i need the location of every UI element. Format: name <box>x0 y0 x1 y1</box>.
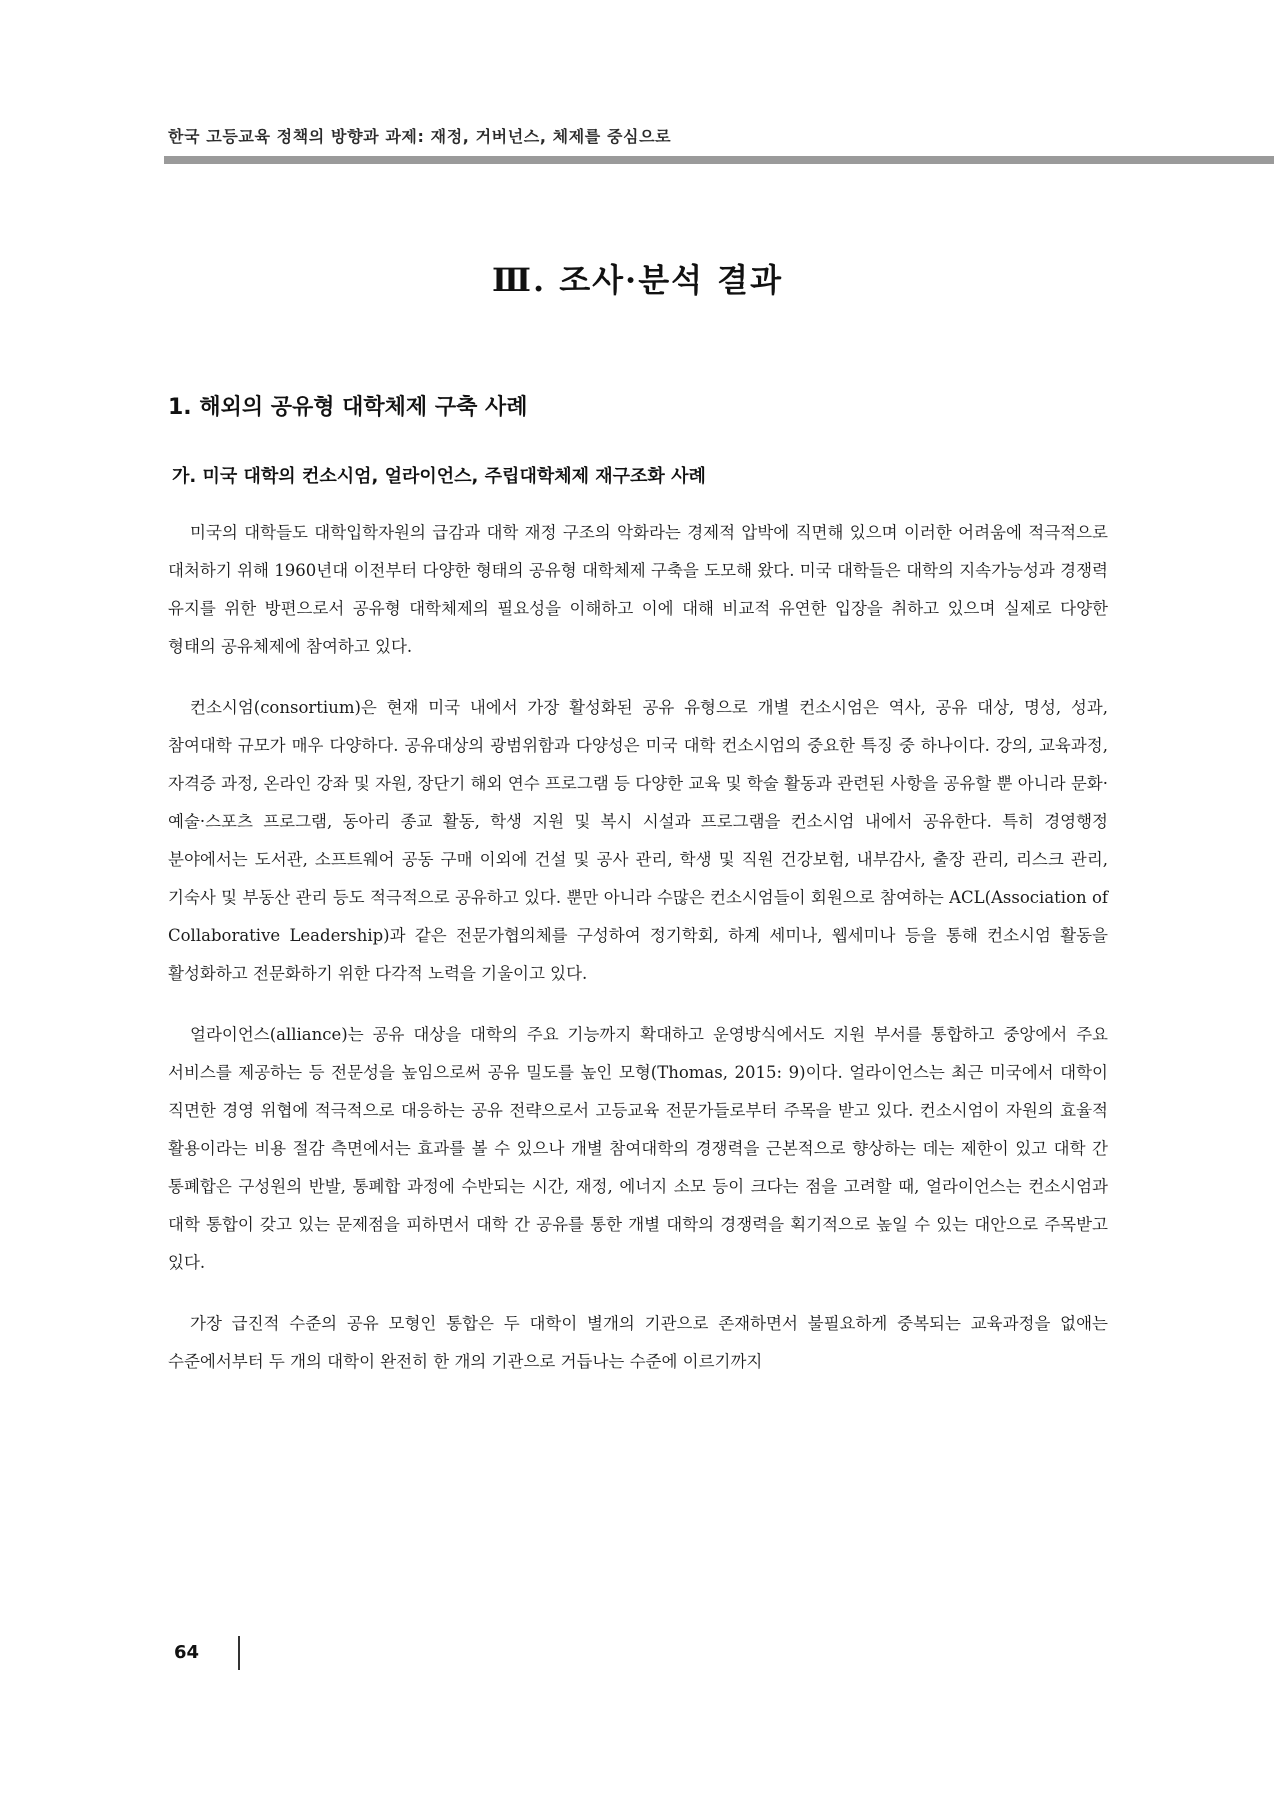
section-title: 1. 해외의 공유형 대학체제 구축 사례 <box>168 395 528 420</box>
header-rule <box>164 156 1274 164</box>
subsection-title: 가. 미국 대학의 컨소시엄, 얼라이언스, 주립대학체제 재구조화 사례 <box>172 466 706 487</box>
paragraph-3: 얼라이언스(alliance)는 공유 대상을 대학의 주요 기능까지 확대하고 운영방식에서도 지원 부서를 통합하고 중앙에서 주요 서비스를 제공하는 등 전문성을 높임으로써 공유 밀도를 높인 모형(Thomas, 2015: 9)이다. 얼라이언스는 최근 미국에서 대학이 직면한 경영 위협에 적극적으로 대응하는 공유 전략으로서 고등교육 전문가들로부터 주목을 받고 있다. 컨소시엄이 자원의 효율적 활용이라는 비용 절감 측면에서는 효과를 볼 수 있으나 개별 참여대학의 경쟁력을 근본적으로 향상하는 데는 제한이 있고 대학 간 통폐합은 구성원의 반발, 통폐합 과정에 수반되는 시간, 재정, 에너지 소모 등이 크다는 점을 고려할 때, 얼라이언스는 컨소시엄과 대학 통합이 갖고 있는 문제점을 피하면서 대학 간 공유를 통한 개별 대학의 경쟁력을 획기적으로 높일 수 있는 대안으로 주목받고 있다. <box>168 1025 1108 1272</box>
paragraph-1: 미국의 대학들도 대학입학자원의 급감과 대학 재정 구조의 악화라는 경제적 압박에 직면해 있으며 이러한 어려움에 적극적으로 대처하기 위해 1960년대 이전부터 다양한 형태의 공유형 대학체제 구축을 도모해 왔다. 미국 대학들은 대학의 지속가능성과 경쟁력 유지를 위한 방편으로서 공유형 대학체제의 필요성을 이해하고 이에 대해 비교적 유연한 입장을 취하고 있으며 실제로 다양한 형태의 공유체제에 참여하고 있다. <box>168 523 1108 656</box>
footer-divider <box>238 1636 240 1670</box>
body-text <box>168 514 1108 1404</box>
paragraph-2: 컨소시엄(consortium)은 현재 미국 내에서 가장 활성화된 공유 유형으로 개별 컨소시엄은 역사, 공유 대상, 명성, 성과, 참여대학 규모가 매우 다양하다. 공유대상의 광범위함과 다양성은 미국 대학 컨소시엄의 중요한 특징 중 하나이다. 강의, 교육과정, 자격증 과정, 온라인 강좌 및 자원, 장단기 해외 연수 프로그램 등 다양한 교육 및 학술 활동과 관련된 사항을 공유할 뿐 아니라 문화·예술·스포츠 프로그램, 동아리 종교 활동, 학생 지원 및 복시 시설과 프로그램을 컨소시엄 내에서 공유한다. 특히 경영행정 분야에서는 도서관, 소프트웨어 공동 구매 이외에 건설 및 공사 관리, 학생 및 직원 건강보험, 내부감사, 출장 관리, 리스크 관리, 기숙사 및 부동산 관리 등도 적극적으로 공유하고 있다. 뿐만 아니라 수많은 컨소시엄들이 회원으로 참여하는 ACL(Association of Collaborative Leadership)과 같은 전문가협의체를 구성하여 정기학회, 하계 세미나, 웹세미나 등을 통해 컨소시엄 활동을 활성화하고 전문화하기 위한 다각적 노력을 기울이고 있다. <box>168 698 1108 983</box>
paragraph-4: 가장 급진적 수준의 공유 모형인 통합은 두 대학이 별개의 기관으로 존재하면서 불필요하게 중복되는 교육과정을 없애는 수준에서부터 두 개의 대학이 완전히 한 개의 기관으로 거듭나는 수준에 이르기까지 <box>168 1314 1108 1371</box>
page-number: 64 <box>174 1642 200 1663</box>
running-header: 한국 고등교육 정책의 방향과 과제: 재정, 거버넌스, 체제를 중심으로 <box>168 127 672 146</box>
chapter-title: Ⅲ. 조사·분석 결과 <box>491 261 783 299</box>
